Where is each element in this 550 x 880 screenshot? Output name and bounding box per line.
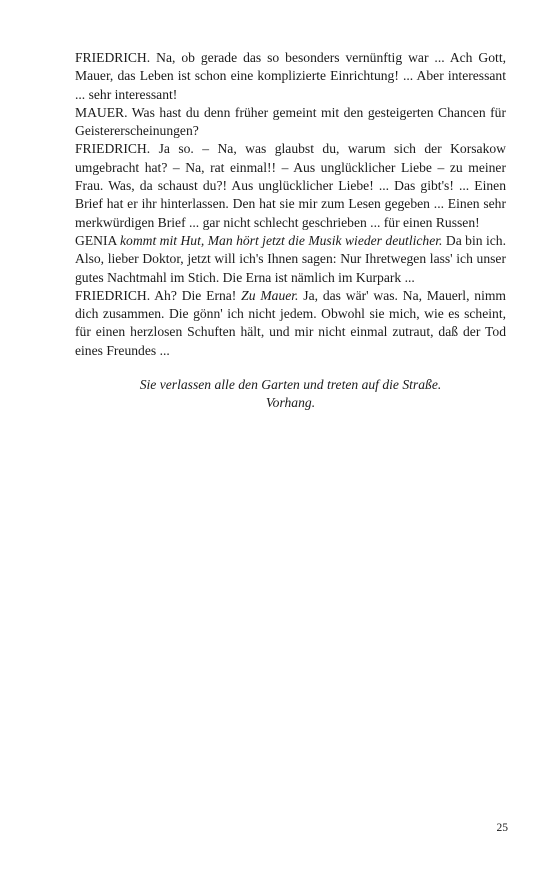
- inline-stage-direction: Zu Mauer.: [241, 287, 299, 303]
- inline-stage-direction: kommt mit Hut, Man hört jetzt die Musik wieder deutlicher.: [119, 232, 443, 248]
- dialogue-text: Ja so. – Na, was glaubst du, warum sich der Korsakow umgebracht hat? – Na, rat einmal!! – Aus unglücklicher Liebe – zu meiner Frau. Was, da schaust du?! Aus unglücklicher Liebe! ... Das gibt's! ... Einen Brief hat er ihr hinterlassen. Den hat sie mir zum Lesen gegeben ... Einen sehr merkwürdigen Brief ... gar nicht schlecht geschrieben ... für einen Russen!: [75, 141, 506, 230]
- curtain-line: Vorhang.: [265, 395, 316, 411]
- dialogue-text: Na, ob gerade das so besonders vernünftig war ... Ach Gott, Mauer, das Leben ist schon eine komplizierte Einrichtung! ... Aber interessant ... sehr interessant!: [75, 50, 506, 102]
- page-number: 25: [496, 822, 508, 834]
- dialogue-paragraph: [75, 140, 506, 231]
- dialogue-paragraph: [75, 104, 506, 141]
- dialogue-text: Ja, das wär' was. Na, Mauerl, nimm dich zusammen. Die gönn' ich nicht jedem. Obwohl sie mich, wie es scheint, für einen herzlosen Schuften hält, und mir nicht einmal zutraut, daß der Tod eines Freundes ...: [75, 287, 507, 358]
- dialogue-text: Da bin ich. Also, lieber Doktor, jetzt will ich's Ihnen sagen: Nur Ihretwegen lass' ich unser gutes Nachtmahl im Stich. Die Erna ist nämlich im Kurpark ...: [75, 232, 506, 285]
- dialogue-text: Ah? Die Erna!: [154, 287, 237, 303]
- stage-direction-line: Sie verlassen alle den Garten und treten auf die Straße.: [139, 377, 442, 393]
- speaker-name: FRIEDRICH.: [75, 50, 151, 65]
- closing-stage-direction: [75, 376, 506, 413]
- dialogue-paragraph: [75, 287, 506, 360]
- dialogue-paragraph: [75, 49, 506, 104]
- speaker-name: FRIEDRICH.: [75, 141, 151, 157]
- text-block: [75, 49, 506, 413]
- speaker-name: FRIEDRICH.: [75, 287, 151, 303]
- speaker-name: MAUER.: [75, 104, 128, 120]
- dialogue-paragraph: [75, 232, 506, 287]
- dialogue-text: Was hast du denn früher gemeint mit den gesteigerten Chancen für Geistererscheinungen?: [75, 104, 506, 139]
- speaker-name: GENIA: [75, 232, 117, 248]
